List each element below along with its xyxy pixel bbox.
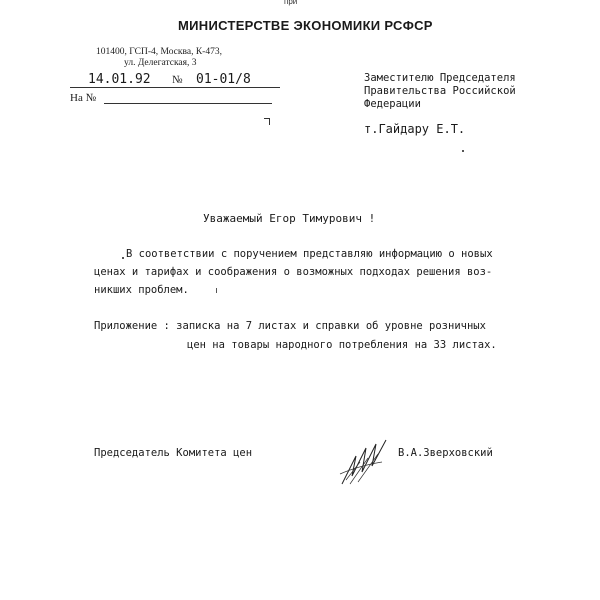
attachment-line-1: Приложение : записка на 7 листах и справки об уровне розничных	[94, 320, 486, 332]
reply-to-line	[104, 103, 272, 104]
date-number-line	[70, 72, 280, 88]
signatory-name: В.А.Зверховский	[398, 447, 493, 459]
greeting: Уважаемый Егор Тимурович !	[203, 212, 376, 225]
body-line-1: В соответствии с поручением представляю информацию о новых	[126, 248, 493, 260]
ministry-title: МИНИСТЕРСТВЕ ЭКОНОМИКИ РСФСР	[178, 18, 433, 33]
speck	[462, 150, 464, 152]
signatory-title: Председатель Комитета цен	[94, 447, 253, 459]
letter-number: 01-01/8	[196, 72, 251, 87]
recipient-line-3: Федерации	[364, 98, 421, 110]
letter-date: 14.01.92	[88, 72, 151, 87]
address-line-1: 101400, ГСП-4, Москва, К-473,	[96, 47, 222, 57]
recipient-line-2: Правительства Российской	[364, 85, 516, 97]
recipient-name: т.Гайдару Е.Т.	[364, 122, 466, 136]
attachment-line-2: цен на товары народного потребления на 33 листах.	[187, 339, 497, 351]
speck	[122, 257, 124, 259]
address-corner-mark	[264, 118, 270, 125]
number-label: №	[172, 74, 183, 86]
body-line-2: ценах и тарифах и соображения о возможных подходах решения воз-	[94, 266, 493, 278]
address-line-2: ул. Делегатская, 3	[124, 58, 197, 68]
handwritten-signature	[338, 436, 394, 488]
header-fragment: при	[284, 0, 298, 6]
reply-to-label: На №	[70, 92, 97, 104]
body-line-3: никших проблем.	[94, 284, 189, 296]
speck	[216, 288, 217, 293]
recipient-line-1: Заместителю Председателя	[364, 72, 516, 84]
